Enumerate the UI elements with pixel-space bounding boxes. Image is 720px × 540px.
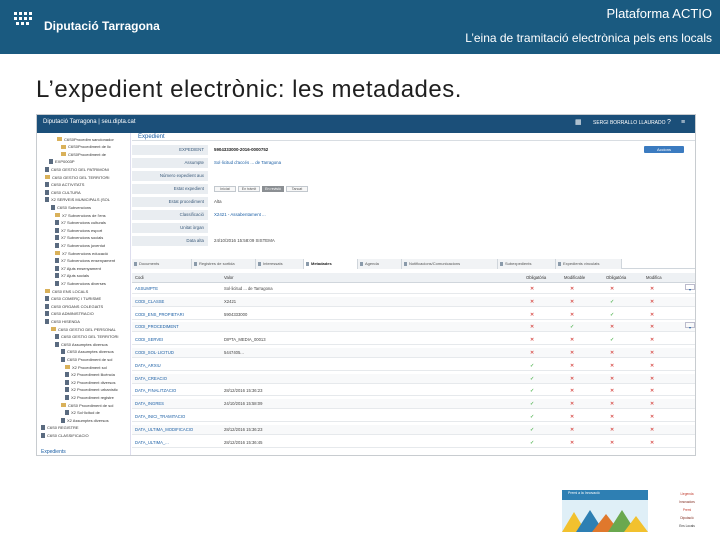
metadata-row <box>132 184 696 194</box>
tree-item-label: X2 Sol·licitud de <box>71 410 100 416</box>
file-icon <box>55 281 59 286</box>
tree-item-label: C6S0 ACTIVITATS <box>51 182 85 188</box>
tree-item-label: X2 Procediment sol <box>72 364 107 370</box>
innovators-award-logo <box>662 490 712 532</box>
brand-name: Diputació Tarragona <box>44 19 160 33</box>
metadata-row <box>132 145 696 155</box>
file-icon <box>65 387 69 392</box>
tree-item-label: X7 Subvencions socials <box>61 235 104 241</box>
tab-label: Documents <box>139 261 160 266</box>
tree-item-label: C6S0 Assumptes diversos <box>67 349 114 355</box>
cross-icon: ✕ <box>570 286 575 292</box>
cell-valor: 5904333000 <box>224 311 248 317</box>
award-logo-line: Llegenda <box>680 492 694 496</box>
metadata-label: EXPEDIENT <box>132 145 208 155</box>
cross-icon: ✕ <box>570 401 575 408</box>
cell-codi[interactable]: DATA_FINALITZACIO <box>135 388 177 394</box>
metadata-value: 5904333000-2016-0000752 <box>214 147 269 152</box>
award-logo-line: Ens Locals <box>679 524 695 528</box>
cell-valor: X2421 <box>224 298 237 304</box>
file-icon <box>45 182 49 187</box>
cross-icon: ✕ <box>610 350 615 356</box>
folder-icon <box>45 175 50 179</box>
folder-icon <box>61 403 66 407</box>
award-logo-line: Innovadors <box>679 500 695 504</box>
col-valor: Valor <box>224 275 234 280</box>
cell-codi[interactable]: CODI_SERVEI <box>135 337 164 343</box>
cross-icon: ✕ <box>570 439 575 446</box>
tab-label: Expedients vinculats <box>563 261 600 266</box>
folder-icon <box>55 213 60 217</box>
table-row[interactable] <box>132 335 696 345</box>
file-icon <box>45 311 49 316</box>
slide-header <box>0 0 720 54</box>
file-icon <box>65 372 69 377</box>
folder-icon <box>51 327 56 331</box>
cell-codi[interactable]: DATA_ARXIU <box>135 362 161 368</box>
cross-icon: ✕ <box>530 311 535 318</box>
cell-codi[interactable]: DATA_INGRES <box>135 401 164 407</box>
metadata-label: Estat expedient <box>132 184 208 194</box>
accions-button[interactable]: Accions <box>644 146 684 153</box>
tree-item-label: C6S0 GESTIO DEL PATRIMONI <box>51 166 109 172</box>
cross-icon: ✕ <box>570 337 575 344</box>
file-icon <box>51 205 55 210</box>
file-icon <box>55 228 59 233</box>
cross-icon: ✕ <box>570 426 575 433</box>
folder-icon <box>65 365 70 369</box>
file-icon <box>55 334 59 339</box>
tree-item-label: C6S0 Procediment de sol <box>68 402 114 408</box>
metadata-value[interactable]: Sol·licitud d’accés ... de Tarragona <box>214 160 282 165</box>
user-name[interactable]: SERGI BORRALLO LLAURADO <box>593 120 666 126</box>
cross-icon: ✕ <box>530 298 535 305</box>
table-header <box>132 273 696 283</box>
status-button[interactable]: Iniciat <box>214 186 236 192</box>
cross-icon: ✕ <box>650 414 655 420</box>
check-icon: ✓ <box>530 375 535 382</box>
check-icon: ✓ <box>610 311 615 318</box>
award-pattern-icon <box>562 500 648 532</box>
metadata-label: Classificació <box>132 210 208 220</box>
cell-valor: 24/10/2016 15:58:09 <box>224 401 263 407</box>
cross-icon: ✕ <box>650 439 655 446</box>
table-row[interactable] <box>132 297 696 307</box>
cross-icon: ✕ <box>530 286 535 292</box>
file-icon <box>65 395 69 400</box>
tab-icon <box>194 262 197 266</box>
file-icon <box>55 342 59 347</box>
check-icon: ✓ <box>530 388 535 395</box>
tab-label: Metadades <box>311 261 332 266</box>
tree-item-label: C6S0 Subvencions <box>57 204 92 210</box>
tree-item-label: C6S0 GESTIO DEL TERRITORI <box>52 174 110 180</box>
tab-icon <box>134 262 137 266</box>
cross-icon: ✕ <box>610 426 615 433</box>
file-icon <box>49 159 53 164</box>
cross-icon: ✕ <box>650 337 655 344</box>
check-icon: ✓ <box>530 414 535 420</box>
file-icon <box>45 304 49 309</box>
cross-icon: ✕ <box>570 298 575 305</box>
table-row[interactable] <box>132 361 696 371</box>
tree-item-label: C6S0 CULTURA <box>51 189 81 195</box>
file-icon <box>55 266 59 271</box>
row-actions-dropdown-icon[interactable]: ▾ <box>685 284 695 290</box>
slide-title: L’expedient electrònic: les metadades. <box>36 76 462 103</box>
tab-documents[interactable] <box>132 259 192 269</box>
status-button[interactable]: En tràmit <box>238 186 260 192</box>
tab-label: Agenda <box>365 261 379 266</box>
tree-item-label: C6S0 ADMINISTRACIO <box>51 311 94 317</box>
tab-label: Subexpedients <box>505 261 532 266</box>
cell-codi[interactable]: ASSUMPTE <box>135 286 159 291</box>
cross-icon: ✕ <box>610 324 615 331</box>
table-row[interactable] <box>132 438 696 448</box>
file-icon <box>55 273 59 278</box>
tab-icon <box>404 262 407 266</box>
tree-item-label: C6S0 CLASSIFICACIO <box>47 432 89 438</box>
cell-valor: Sol·licitud ... de Tarragona <box>224 286 273 291</box>
file-icon <box>45 197 49 202</box>
tree-item-label: C6S0 GESTIO DEL TERRITORI <box>61 334 119 340</box>
file-icon <box>41 425 45 430</box>
tree-item-label: X7 Subvencions ensenyament <box>61 258 116 264</box>
cross-icon: ✕ <box>650 350 655 356</box>
col-obligatoria: Obligatòria <box>526 275 547 280</box>
col-modifica: Modifica <box>646 275 662 280</box>
tree-item-label: C6S0Procediment de lic <box>68 144 111 150</box>
cross-icon: ✕ <box>610 362 615 369</box>
table-row[interactable] <box>132 284 696 294</box>
tree-item-label: C6S0 ENS LOCALS <box>52 288 89 294</box>
tree-item-label: C6S0 Assumptes diversos <box>61 341 108 347</box>
metadata-value[interactable]: X2421 - Assabentament ... <box>214 212 266 217</box>
tab-registres-de-sortida[interactable] <box>192 259 256 269</box>
cell-valor: DIPTA_MEDIA_00013 <box>224 337 266 343</box>
metadata-row <box>132 158 696 168</box>
cell-valor: 28/12/2016 15:36:23 <box>224 426 263 432</box>
file-icon <box>61 357 65 362</box>
tree-item-label: X7 Ajuts socials <box>61 273 90 279</box>
cell-codi[interactable]: DATA_ULTIMA_... <box>135 439 169 445</box>
table-row[interactable] <box>132 412 696 422</box>
col-codi: Codi <box>135 275 144 280</box>
cross-icon: ✕ <box>570 414 575 420</box>
status-button[interactable]: En revisió <box>262 186 284 192</box>
tree-item-label: X7 Subvencions de l'ens <box>62 212 106 218</box>
cross-icon: ✕ <box>570 362 575 369</box>
file-icon <box>45 167 49 172</box>
help-icon[interactable]: ? <box>667 119 671 126</box>
expedient-panel <box>132 133 696 456</box>
table-row[interactable] <box>132 399 696 409</box>
cross-icon: ✕ <box>650 311 655 318</box>
tree-item-label: X7 Subvencions educació <box>62 250 109 256</box>
check-icon: ✓ <box>610 298 615 305</box>
tree-item[interactable] <box>41 431 89 439</box>
status-button[interactable]: Tancat <box>286 186 308 192</box>
logo-grid-icon <box>14 12 38 24</box>
cross-icon: ✕ <box>610 414 615 420</box>
table-row[interactable] <box>132 310 696 320</box>
metadata-value: Alta <box>214 199 222 204</box>
metadata-value: 24/10/2016 15:58:09 SISTEMA <box>214 238 275 243</box>
expedient-tabs <box>132 259 696 269</box>
tree-item-label: X2 Assumptes diversos <box>67 417 109 423</box>
metadata-label: Estat procediment <box>132 197 208 207</box>
check-icon: ✓ <box>530 362 535 369</box>
cross-icon: ✕ <box>650 426 655 433</box>
tab-icon <box>500 262 503 266</box>
classification-tree <box>37 133 131 456</box>
tree-item-label: X7 Ajuts ensenyament <box>61 265 101 271</box>
check-icon: ✓ <box>530 401 535 408</box>
metadata-row <box>132 171 696 181</box>
cell-codi[interactable]: DATA_CREACIO <box>135 375 167 381</box>
cross-icon: ✕ <box>530 337 535 344</box>
tree-item-label: X7 Subvencions culturals <box>61 220 106 226</box>
tree-item-label: C6S0 GESTIO DEL PERSONAL <box>58 326 116 332</box>
file-icon <box>55 220 59 225</box>
table-row[interactable] <box>132 374 696 384</box>
app-screenshot <box>36 114 696 456</box>
cross-icon: ✕ <box>650 298 655 305</box>
folder-icon <box>45 289 50 293</box>
cross-icon: ✕ <box>610 286 615 292</box>
file-icon <box>55 243 59 248</box>
check-icon: ✓ <box>570 324 575 331</box>
tree-item-label: X2 Procediment urbanístic <box>71 387 118 393</box>
table-row[interactable] <box>132 425 696 435</box>
cell-valor: 5447405... <box>224 350 244 355</box>
cell-valor: 28/12/2016 15:36:23 <box>224 388 263 394</box>
tree-item-label: X7 Subvencions joventut <box>61 242 106 248</box>
table-row[interactable] <box>132 386 696 396</box>
file-icon <box>61 349 65 354</box>
platform-title: Plataforma ACTIO <box>606 6 712 21</box>
file-icon <box>45 319 49 324</box>
file-icon <box>55 258 59 263</box>
tab-agenda[interactable] <box>358 259 402 269</box>
tab-label: Notificacions/Comunicacions <box>409 261 461 266</box>
tab-label: Registres de sortida <box>199 261 235 266</box>
tree-item-label: C6S0Procediment de <box>68 151 107 157</box>
tree-item-label: X2 Procediment llicència <box>71 372 115 378</box>
folder-icon <box>61 145 66 149</box>
file-icon <box>55 235 59 240</box>
cross-icon: ✕ <box>650 375 655 382</box>
check-icon: ✓ <box>610 337 615 344</box>
tab-icon <box>258 262 261 266</box>
cross-icon: ✕ <box>650 362 655 369</box>
cell-codi[interactable]: CODI_CLASSE <box>135 298 165 304</box>
file-icon <box>65 410 69 415</box>
cross-icon: ✕ <box>650 324 655 331</box>
metadata-label: Assumpte <box>132 158 208 168</box>
cross-icon: ✕ <box>570 388 575 395</box>
tree-item-label: C6S0Procedim sancionador <box>64 136 114 142</box>
file-icon <box>61 418 65 423</box>
tree-item-label: C6S0 COMERÇ I TURISME <box>51 296 102 302</box>
cross-icon: ✕ <box>610 388 615 395</box>
tab-expedients-vinculats[interactable] <box>556 259 622 269</box>
award-logo-line: Diputació <box>680 516 694 520</box>
row-actions-dropdown-icon[interactable]: ▾ <box>685 322 695 328</box>
tab-interessats[interactable] <box>256 259 304 269</box>
cross-icon: ✕ <box>650 286 655 292</box>
file-icon <box>45 190 49 195</box>
tab-notificacions-comunicacions[interactable] <box>402 259 498 269</box>
tree-item-label: C6S0 ORGANS COLEGIATS <box>51 303 104 309</box>
cross-icon: ✕ <box>530 324 535 331</box>
cross-icon: ✕ <box>530 350 535 356</box>
tree-item-label: C6S0 HISENDA <box>51 318 80 324</box>
file-icon <box>41 433 45 438</box>
tree-item-label: X7 Subvencions diverses <box>61 280 106 286</box>
menu-icon[interactable]: ≡ <box>681 119 686 126</box>
check-icon: ✓ <box>530 439 535 446</box>
col-modificable: Modificable <box>564 275 586 280</box>
cross-icon: ✕ <box>570 375 575 382</box>
cell-valor: 28/12/2016 15:36:45 <box>224 439 263 445</box>
check-icon: ✓ <box>530 426 535 433</box>
award-logo-line: Premi <box>682 508 692 512</box>
expedient-heading: Expedient <box>132 133 696 141</box>
cross-icon: ✕ <box>610 401 615 408</box>
metadata-label: Data alta <box>132 236 208 246</box>
folder-icon <box>55 251 60 255</box>
metadata-label: Unitat òrgan <box>132 223 208 233</box>
tree-footer-expedients[interactable]: Expedients <box>41 449 66 455</box>
apps-grid-icon[interactable]: ▦ <box>575 119 582 126</box>
tree-item-label: C6S0 REGISTRE <box>47 425 79 431</box>
tree-item-label: C6S0 Procediment de sol <box>67 356 113 362</box>
tree-item-label: EXP0003P <box>55 159 75 165</box>
cell-codi[interactable]: CODI_PROCEDIMENT <box>135 324 179 330</box>
folder-icon <box>57 137 62 141</box>
cross-icon: ✕ <box>650 401 655 408</box>
cell-codi[interactable]: DATA_INICI_TRAMITACIO <box>135 414 186 419</box>
file-icon <box>45 296 49 301</box>
tree-item-label: X7 Subvencions esport <box>61 227 103 233</box>
cross-icon: ✕ <box>570 350 575 356</box>
metadata-row <box>132 210 696 220</box>
cross-icon: ✕ <box>570 311 575 318</box>
tree-item-label: X2 SERVEIS MUNICIPALS (SOL <box>51 197 110 203</box>
cell-codi[interactable]: DATA_ULTIMA_MODIFICACIO <box>135 426 194 432</box>
tab-icon <box>306 262 309 266</box>
tree-item-label: X2 Procediment diversos <box>71 379 116 385</box>
cell-codi[interactable]: CODI_SOL·LICITUD <box>135 350 174 355</box>
tree-item-label: X2 Procediment registre <box>71 394 114 400</box>
metadata-row <box>132 236 696 246</box>
cross-icon: ✕ <box>610 375 615 382</box>
col-obligatoria-2: Obligatòria <box>606 275 627 280</box>
table-row[interactable] <box>132 322 696 332</box>
award-caption: Premi a la Innovació <box>568 491 600 495</box>
folder-icon <box>61 152 66 156</box>
innovation-award-logo <box>562 490 648 532</box>
metadata-label: Número expedient aux <box>132 171 208 181</box>
app-brand: Diputació Tarragona | seu.dipta.cat <box>43 119 136 125</box>
footer-logos <box>562 490 712 532</box>
tab-icon <box>558 262 561 266</box>
app-top-bar <box>37 115 696 133</box>
file-icon <box>65 380 69 385</box>
metadata-row <box>132 223 696 233</box>
tab-subexpedients[interactable] <box>498 259 556 269</box>
tab-label: Interessats <box>263 261 283 266</box>
table-row[interactable] <box>132 348 696 358</box>
cross-icon: ✕ <box>610 439 615 446</box>
tab-metadades[interactable] <box>304 259 358 269</box>
cross-icon: ✕ <box>650 388 655 395</box>
tab-icon <box>360 262 363 266</box>
platform-subtitle: L’eina de tramitació electrònica pels ens locals <box>465 31 712 45</box>
metadata-row <box>132 197 696 207</box>
cell-codi[interactable]: CODI_ENS_PROPIETARI <box>135 311 184 317</box>
